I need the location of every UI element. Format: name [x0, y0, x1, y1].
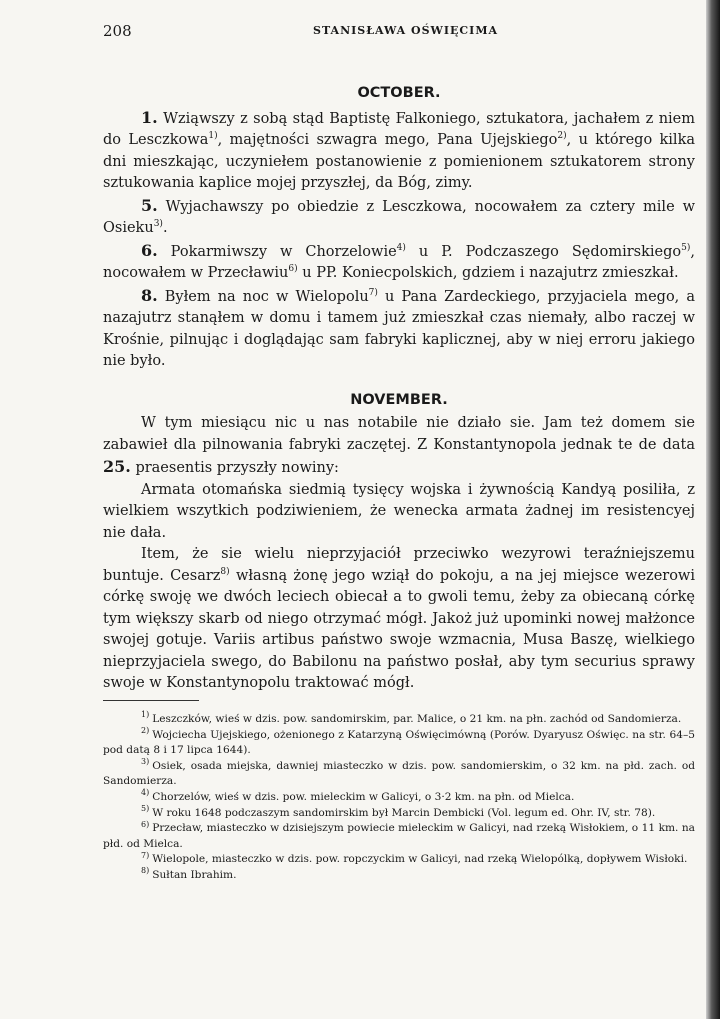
paragraph [103, 285, 695, 373]
day-number: 5. [141, 195, 158, 215]
footnote-divider [103, 700, 199, 701]
footnote-mark: 8) [141, 866, 150, 876]
footnote-text: W roku 1648 podczaszym sandomirskim był Marcin Dembicki (Vol. legum ed. Ohr. IV, str. 78). [152, 806, 656, 819]
footnote [103, 852, 695, 868]
text-run: Item, że sie wielu nieprzyjaciół przeciwko wezyrowi teraźniejszemu buntuje. Cesarz [103, 546, 695, 584]
text-run: , majętności szwagra mego, Pana Ujejskiego [217, 132, 558, 148]
footnote [103, 868, 695, 884]
paragraph [103, 107, 695, 195]
footnotes [103, 712, 695, 884]
section-title: NOVEMBER. [350, 391, 448, 408]
footnote-reference: 5) [681, 242, 691, 253]
paragraph [103, 544, 695, 695]
footnote-reference: 1) [208, 131, 218, 142]
footnote [103, 806, 695, 822]
text-run: , nocowałem w Przecławiu [103, 243, 695, 281]
text-run: W tym miesiącu nic u nas notabile nie działo sie. Jam też domem sie zabawieł dla pilnowania fabryki zaczętej. Z Konstantynopola jednak te de data [103, 415, 695, 453]
section-title: OCTOBER. [357, 85, 441, 101]
text-run: , u którego kilka dni mieszkając, uczyniełem postanowienie z pomienionem sztukatorem strony sztukowania kaplice mojej przyszłej, da Bóg, zimy. [103, 132, 696, 191]
footnote [103, 759, 695, 790]
text-run: Armata otomańska siedmią tysięcy wojska i żywnością Kandyą posiliła, z wielkiem wszytkich podziwieniem, że wenecka armata żadnej im resistencyej nie dała. [103, 481, 695, 541]
footnote-mark: 4) [141, 788, 150, 798]
text-run: Wyjachawszy po obiedzie z Lesczkowa, nocowałem za cztery mile w Osieku [103, 198, 695, 236]
text-run: Wziąwszy z sobą stąd Baptistę Falkoniego, sztukatora, jachałem z niem do Lesczkowa [103, 110, 695, 148]
text-run: u Pana Zardeckiego, przyjaciela mego, a nazajutrz stanąłem w domu i tamem już zmieszkał czas niemały, albo raczej w Krośnie, pilnując i doglądając sam fabryki kaplicznej, aby w niej erroru jakiego nie było. [103, 288, 695, 369]
footnote [103, 790, 695, 806]
footnote-text: Wojciecha Ujejskiego, ożenionego z Katarzyną Oświęcimówną (Porów. Dyaryusz Oświęc. na str. 64–5 pod datą 8 i 17 lipca 1644). [103, 728, 695, 757]
footnote-mark: 2) [141, 726, 150, 736]
day-number: 8. [141, 285, 158, 305]
text-run: Pokarmiwszy w Chorzelowie [157, 243, 397, 260]
footnote-reference: 7) [368, 287, 378, 298]
footnote-text: Leszczków, wieś w dzis. pow. sandomirskim, par. Malice, o 21 km. na płn. zachód od Sandomierza. [152, 713, 682, 725]
page-number: 208 [103, 22, 132, 40]
text-run: u PP. Koniecpolskich, gdziem i nazajutrz zmieszkał. [297, 265, 679, 281]
footnote-reference: 2) [557, 131, 567, 142]
footnote-mark: 1) [141, 710, 150, 720]
footnote-text: Osiek, osada miejska, dawniej miasteczko w dzis. pow. sandomierskim, o 32 km. na płd. zach. od Sandomierza. [103, 759, 695, 788]
footnote-text: Przecław, miasteczko w dzisiejszym powiecie mieleckim w Galicyi, nad rzeką Wisłokiem, o 11 km. na płd. od Mielca. [103, 822, 695, 850]
text-run: praesentis przyszły nowiny: [130, 460, 339, 476]
page-edge-shadow [706, 0, 720, 1019]
footnote-mark: 5) [141, 804, 150, 814]
footnote-text: Sułtan Ibrahim. [152, 868, 237, 881]
footnote [103, 712, 695, 728]
footnote-text: Wielopole, miasteczko w dzis. pow. ropczyckim w Galicyi, nad rzeką Wielopólką, dopływem Wisłoki. [152, 853, 688, 866]
text-run: własną żonę jego wziął do pokoju, a na jej miejsce wezerowi córkę swoję we dwóch leciech obiecał a to gwoli temu, żeby za obiecaną córkę tym większy skarb od niego otrzymać mógł. Jakoż już upominki nowej małżonce swojej gotuje. Variis artibus państwo swoje wzmacnia, Musa Baszę, wielkiego nieprzyjaciela swego, do Babilonu na państwo posłał, aby tym securius sprawy swoje w Konstantynopolu traktować mógł. [103, 567, 695, 691]
day-number: 6. [141, 240, 158, 260]
footnote [103, 821, 695, 852]
footnote-mark: 6) [141, 819, 150, 829]
text-run: . [162, 220, 168, 236]
paragraph [103, 195, 695, 240]
day-number: 1. [141, 107, 158, 127]
footnote-reference: 8) [220, 566, 230, 577]
footnote-mark: 3) [141, 757, 150, 767]
footnote-mark: 7) [141, 850, 150, 860]
footnote-reference: 3) [153, 219, 163, 230]
paragraph [103, 480, 695, 545]
footnote-reference: 6) [288, 264, 298, 275]
main-text [103, 83, 695, 695]
running-title: STANISŁAWA OŚWIĘCIMA [313, 24, 499, 37]
paragraph [103, 240, 695, 285]
paragraph [103, 413, 695, 480]
footnote-text: Chorzelów, wieś w dzis. pow. mieleckim w Galicyi, o 3·2 km. na płn. od Mielca. [152, 790, 575, 803]
text-run: u P. Podczaszego Sędomirskiego [405, 243, 682, 260]
footnote [103, 728, 695, 759]
text-run: Byłem na noc w Wielopolu [157, 288, 369, 305]
day-number: 25. [103, 457, 131, 476]
page-header [103, 22, 693, 42]
footnote-reference: 4) [396, 242, 406, 253]
